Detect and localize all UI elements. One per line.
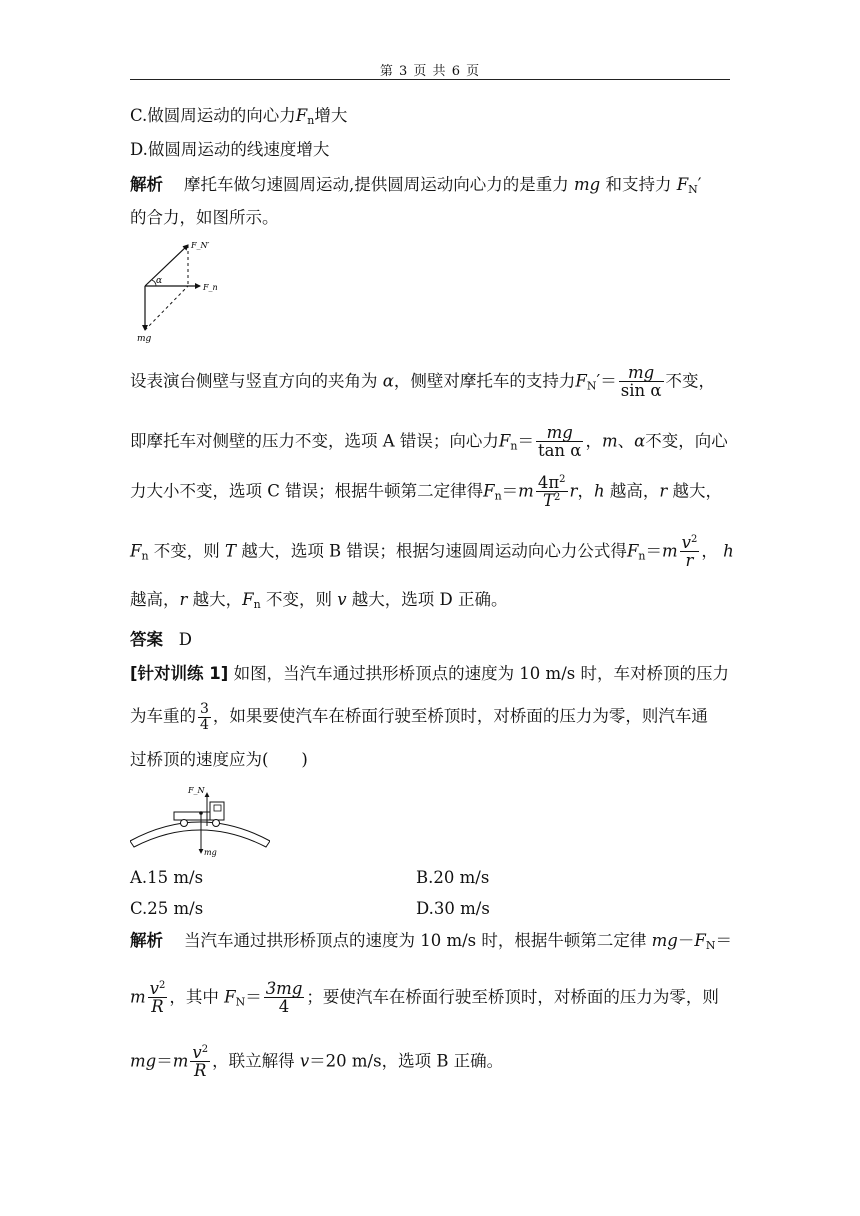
fn-prime-label: F_N′ <box>191 241 210 250</box>
answer-line <box>130 632 730 649</box>
choice-b: B.20 m/s <box>416 868 490 887</box>
alpha-label: α <box>156 276 163 286</box>
dashed-diagonal <box>145 286 188 330</box>
page-header: 第 3 页 共 6 页 <box>379 64 481 79</box>
fraction-v2-R: $\frac{v^2}{R}$ <box>149 979 166 1017</box>
exercise-line3: 过桥顶的速度应为( ) <box>130 750 308 769</box>
header-rule <box>130 79 730 80</box>
analysis1-line3: 设表演台侧壁与竖直方向的夹角为 α，侧壁对摩托车的支持力$F_N'=$ $\frac{mg}{\text{sin α}}$ 不变， <box>130 363 715 401</box>
mg-label: mg <box>137 334 152 344</box>
exercise-line1: [针对训练 1] 如图，当汽车通过拱形桥顶点的速度为 10 m/s 时，车对桥顶的压力 <box>130 664 729 683</box>
analysis-label: 解析 <box>130 175 163 194</box>
analysis1-line5: 力大小不变，选项 C 错误；根据牛顿第二定律得$F_n=m$ $\frac{4\pi^2}{T^2}$ r，h 越高，r 越大， <box>130 473 722 511</box>
fraction-mg-tan: $\frac{mg}{\text{tan α}}$ <box>537 423 582 461</box>
analysis2-line3: mg＝m $\frac{v^2}{R}$ ，联立解得 v＝20 m/s，选项 B 正确。 <box>130 1043 504 1081</box>
exercise-line2: 为车重的 $\frac{3}{4}$ ，如果要使汽车在桥面行驶至桥顶时，对桥面的压力为零，则汽车通 <box>130 701 708 733</box>
exercise-label: [针对训练 1] <box>130 664 229 683</box>
force-diagram <box>130 238 220 346</box>
choice-a: A.15 m/s <box>130 868 204 887</box>
fn-prime-arrow <box>145 245 188 286</box>
mg-label: mg <box>204 848 217 857</box>
fraction-3mg-4: $\frac{3mg}{4}$ <box>265 979 303 1017</box>
analysis1-line6: $F_n$ 不变，则 T 越大，选项 B 错误；根据匀速圆周运动向心力公式得$F_n=m$ $\frac{v^2}{r}$ ， h <box>130 533 734 571</box>
option-d: D.做圆周运动的线速度增大 <box>130 140 330 159</box>
choice-c: C.25 m/s <box>130 899 204 918</box>
fraction-v2-r: $\frac{v^2}{r}$ <box>681 533 698 571</box>
truck-bed <box>174 812 210 820</box>
answer-value: D <box>178 630 192 649</box>
fn-label: F_n <box>203 283 218 292</box>
fraction-3-4: $\frac{3}{4}$ <box>200 701 209 733</box>
fraction-4pi2-t2: $\frac{4\pi^2}{T^2}$ <box>537 473 566 511</box>
rear-wheel <box>181 820 188 827</box>
bridge-diagram <box>130 783 270 863</box>
option-c: C.做圆周运动的向心力$F_n$增大 <box>130 106 348 127</box>
fraction-mg-sin: $\frac{mg}{\text{sin α}}$ <box>620 363 662 401</box>
analysis-label-2: 解析 <box>130 931 163 950</box>
analysis1-line4: 即摩托车对侧壁的压力不变，选项 A 错误；向心力$F_n=$ $\frac{mg}{\text{tan α}}$ ，m、α不变，向心 <box>130 423 728 461</box>
analysis1-line2: 的合力，如图所示。 <box>130 208 279 227</box>
analysis2-line2: m $\frac{v^2}{R}$ ，其中 $F_N=$ $\frac{3mg}{4}$ ；要使汽车在桥面行驶至桥顶时，对桥面的压力为零，则 <box>130 979 719 1017</box>
answer-label: 答案 <box>130 630 163 649</box>
analysis1-line1: 解析 摩托车做匀速圆周运动,提供圆周运动向心力的是重力 mg 和支持力 $F_N'$ <box>130 175 702 196</box>
front-wheel <box>213 820 220 827</box>
truck-window <box>214 805 221 811</box>
bridge-arch <box>130 822 270 847</box>
fn-label: F_N <box>188 786 205 795</box>
choice-d: D.30 m/s <box>416 899 490 918</box>
analysis2-line1: 解析 当汽车通过拱形桥顶点的速度为 10 m/s 时，根据牛顿第二定律 $mg-F_N=$ <box>130 931 732 952</box>
analysis1-line7: 越高，r 越大，$F_n$ 不变，则 v 越大，选项 D 正确。 <box>130 590 508 611</box>
fraction-v2-R-2: $\frac{v^2}{R}$ <box>192 1043 209 1081</box>
